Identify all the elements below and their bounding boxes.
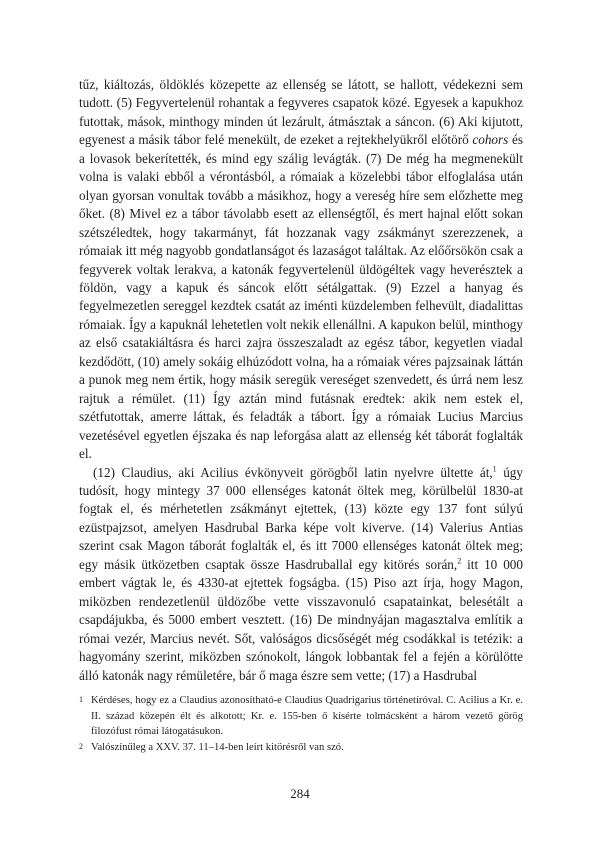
paragraph-1 [79,76,523,464]
footnotes [79,693,523,755]
footnote-text: Valószínűleg a XXV. 37. 11–14-ben leírt kitörésről van szó. [91,741,344,753]
footnote-1 [79,693,523,740]
footnote-text: Kérdéses, hogy ez a Claudius azonosítható-e Claudius Quadrigarius történetíróval. C. Acilius a Kr. e. II. század közepén élt és alkotott; Kr. e. 155-ben ő kísérte tolmácsként a három vezető görög filozófust római látogatásukon. [91,695,523,738]
paragraph-2 [79,464,523,685]
italic-term: cohors [472,132,509,148]
footnote-ref-2[interactable]: 2 [457,556,462,566]
paragraph-2-text-c: itt 10 000 embert vágtak le, és 4330-at ejtettek fogságba. (15) Piso azt írja, hogy Magon, miközben rendezetlenül üldözőbe vette visszavonuló csapatainkat, belesétált a csapdájukba, és 5000 embert vesztett. (16) De mindnyájan magasztalva említik a római vezér, Marcius nevét. Sőt, valóságos dicsőségét még csodákkal is tetézik: a hagyomány szerint, miközben szónokolt, lángok lobbantak fel a fején a körülötte álló katonák nagy rémületére, bár ő maga észre sem vette; (17) a Hasdrubal [79,556,523,683]
paragraph-1-text: tűz, kiáltozás, öldöklés közepette az ellenség se látott, se hallott, védekezni sem tudott. (5) Fegyvertelenül rohantak a fegyveres csapatok közé. Egyesek a kapukhoz futottak, mások, minthogy minden út lezárult, átmásztak a sáncon. (6) Aki kijutott, egyenest a másik tábor felé menekült, de ezeket a rejtekhelyükről előtörő [79,77,523,148]
footnote-2 [79,740,523,756]
paragraph-2-text-a: (12) Claudius, aki Acilius évkönyveit görögből latin nyelvre ültette át, [93,464,493,480]
paragraph-1-text-end: és a lovasok bekerítették, és mind egy szálig levágták. (7) De még ha megmenekült volna is valaki ebből a vérontásból, a rómaiak a közelebbi tábor elfoglalása után olyan gyorsan vonultak tovább a másikhoz, hogy a vereség híre sem előzhette meg őket. (8) Mivel ez a tábor távolabb esett az ellenségtől, és mert hajnal előtt sokan szétszéledtek, hogy takarmányt, fát hozzanak vagy zsákmányt szerezzenek, a rómaiak itt még nagyobb gondatlanságot és lazaságot találtak. Az előőrsökön csak a fegyverek voltak lerakva, a katonák fegyvertelenül üldögéltek vagy heverésztek a földön, vagy a kapuk és sáncok előtt sétálgattak. (9) Ezzel a hanyag és fegyelmezetlen sereggel kezdtek csatát az iménti küzdelemben felhevült, diadalittas rómaiak. Így a kapuknál lehetetlen volt nekik ellenállni. A kapukon belül, minthogy az első csatakiáltásra és harci zajra összeszaladt az egész tábor, kegyetlen viadal kezdődött, (10) amely sokáig elhúzódott volna, ha a rómaiak véres pajzsainak láttán a punok meg nem értik, hogy másik seregük vereséget szenvedett, és úrrá nem lesz rajtuk a rémület. (11) Így aztán mind futásnak eredtek: akik nem estek el, szétfutottak, amerre láttak, és feladták a tábort. Így a rómaiak Lucius Marcius vezetésével egyetlen éjszaka és nap leforgása alatt az ellenség két táborát foglalták el. [79,132,523,462]
footnote-number: 1 [79,695,83,704]
main-text [79,76,523,685]
page-number: 284 [290,786,310,801]
paragraph-2-text-b: úgy tudósít, hogy mintegy 37 000 ellenséges katonát öltek meg, körülbelül 1830-at fogtak el, és mérhetetlen zsákmányt ejtettek, (13) közte egy 137 font súlyú ezüstpajzsot, amelyen Hasdrubal Barka képe volt kiverve. (14) Valerius Antias szerint csak Magon táborát foglalták el, és itt 7000 ellenséges katonát öltek meg; egy másik ütközetben csaptak össze Hasdruballal egy kitörés során, [79,464,523,572]
footnote-ref-1[interactable]: 1 [492,464,497,474]
footnote-number: 2 [79,741,83,751]
